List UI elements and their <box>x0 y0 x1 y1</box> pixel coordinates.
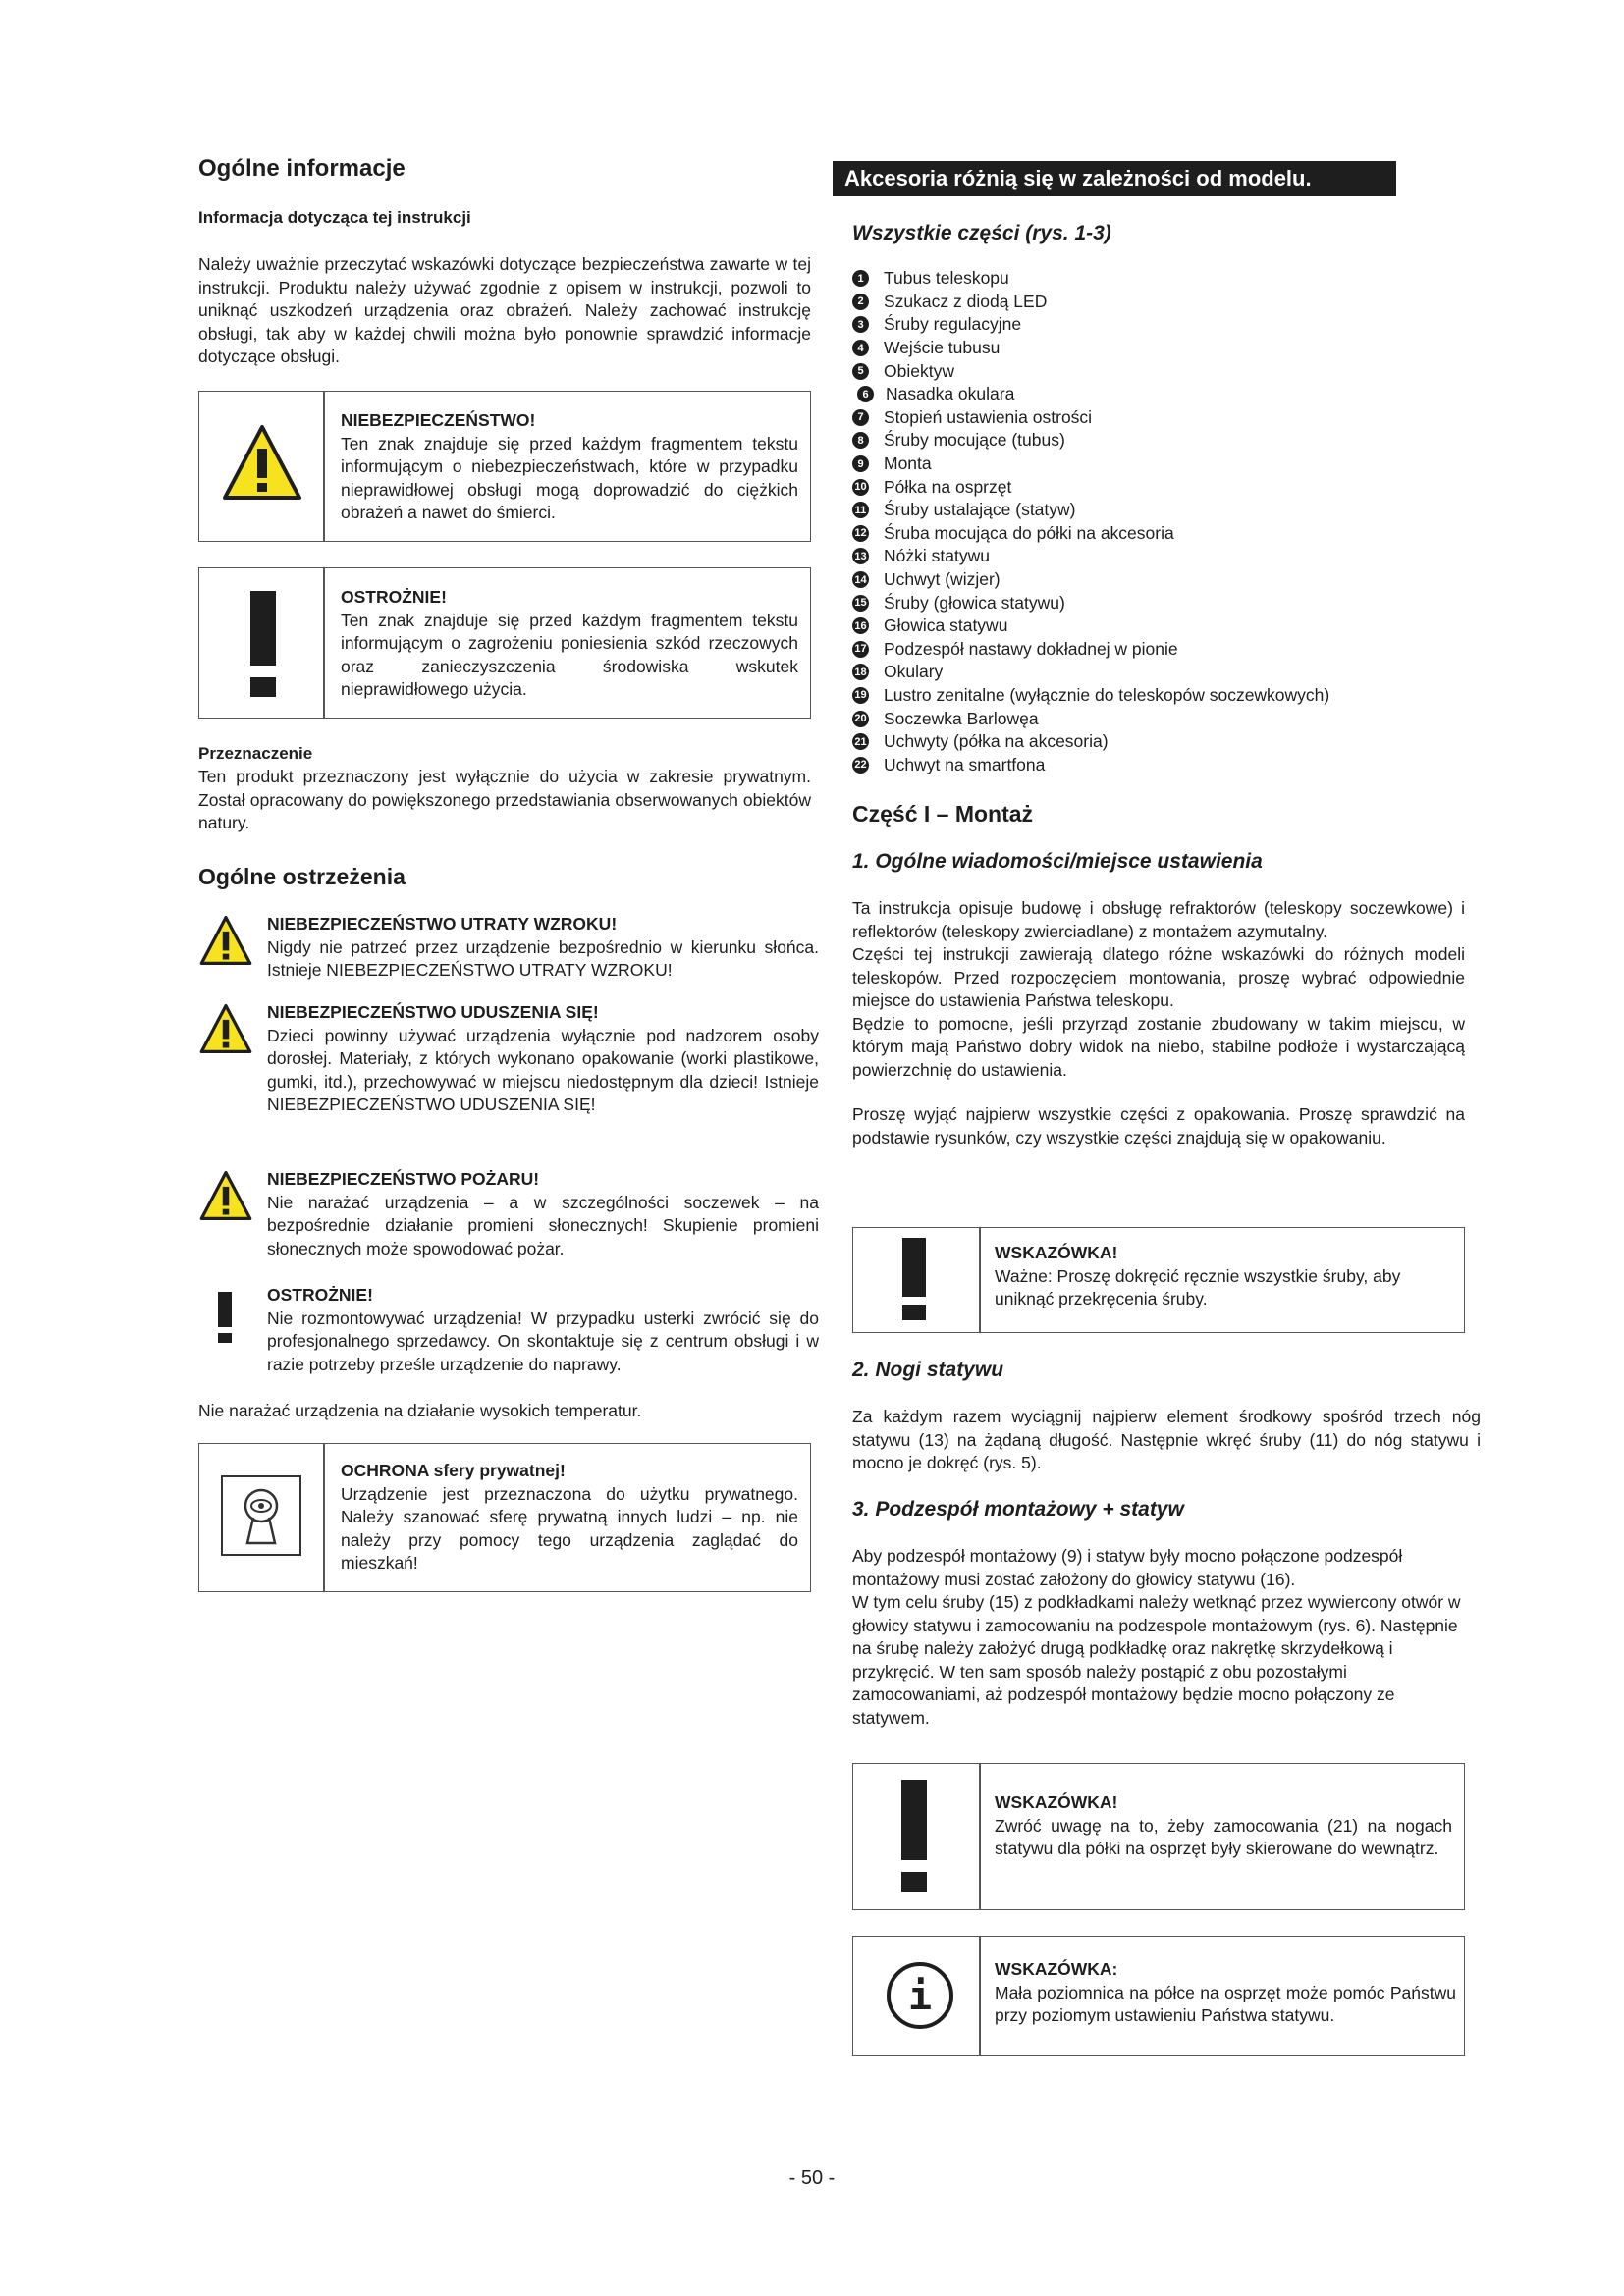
warning-title: NIEBEZPIECZEŃSTWO POŻARU! <box>267 1169 540 1189</box>
warning-triangle-icon <box>198 1170 253 1226</box>
section1-body <box>852 897 1465 1149</box>
warning-blindness <box>198 913 819 983</box>
part-label: Soczewka Barlowęa <box>884 708 1039 728</box>
part-label: Uchwyt (wizjer) <box>884 569 1001 590</box>
part-number: 14 <box>852 571 869 588</box>
part-number: 18 <box>852 664 869 680</box>
hint-text: Mała poziomnica na półce na osprzęt może pomóc Państwu przy poziomym ustawieniu Państwa statywu. <box>995 1982 1456 2025</box>
section1-text: Będzie to pomocne, jeśli przyrząd zostanie zbudowany w takim miejscu, w którym mają Państwo dobry widok na niebo, stabilne podłoże i wystarczającą powierzchnię do ustawienia. <box>852 1013 1465 1080</box>
list-item <box>852 707 1481 730</box>
hint-box-3 <box>852 1936 1465 2056</box>
warnings-title: Ogólne ostrzeżenia <box>198 864 406 889</box>
list-item <box>852 684 1481 708</box>
list-item <box>852 453 1481 476</box>
exclamation-icon <box>893 1778 936 1896</box>
part-number: 2 <box>852 294 869 310</box>
section2-text: Za każdym razem wyciągnij najpierw element środkowy spośród trzech nóg statywu (13) na żądaną długość. Następnie wkręć śruby (11) do nóg statywu i mocno je dokręć (rys. 5). <box>852 1407 1481 1472</box>
part-label: Stopień ustawienia ostrości <box>884 406 1093 427</box>
section2-title: 2. Nogi statywu <box>852 1359 1004 1381</box>
hint-text: Ważne: Proszę dokręcić ręcznie wszystkie śruby, aby uniknąć przekręcenia śruby. <box>995 1265 1401 1308</box>
warning-title: OSTROŻNIE! <box>267 1285 373 1305</box>
list-item <box>852 383 1481 406</box>
parts-list <box>852 267 1481 776</box>
section3-text: W tym celu śruby (15) z podkładkami należy wetknąć przez wywiercony otwór w głowicy statywu i zamocowaniu na podzespole montażowym (rys. 6). Następnie na śrubę należy założyć drugą podkładkę oraz nakrętkę skrzydełkową i przykręcić. W ten sam sposób należy postąpić z obu pozostałymi zamocowaniami, aż podzespół montażowy będzie mocno połączony ze statywem. <box>852 1592 1461 1728</box>
exclamation-icon <box>239 588 288 702</box>
part-number: 13 <box>852 548 869 564</box>
warning-text: Nie narażać urządzenia – a w szczególności soczewek – na bezpośrednie działanie promieni słonecznych! Skupienie promieni słonecznych może spowodować pożar. <box>267 1192 819 1258</box>
list-item <box>852 475 1481 499</box>
part-label: Tubus teleskopu <box>884 268 1009 289</box>
list-item <box>852 359 1481 383</box>
warning-triangle-icon <box>198 915 253 971</box>
section1-text: Proszę wyjąć najpierw wszystkie części z opakowania. Proszę sprawdzić na podstawie rysunków, czy wszystkie części znajdują się w opakowaniu. <box>852 1104 1465 1148</box>
page-number: - 50 - <box>788 2167 836 2189</box>
part-number: 22 <box>852 757 869 774</box>
part1-title: Część I – Montaż <box>852 801 1034 827</box>
warning-text: Nigdy nie patrzeć przez urządzenie bezpośrednio w kierunku słońca. Istnieje NIEBEZPIECZEŃSTWO UTRATY WZROKU! <box>267 936 819 980</box>
list-item <box>852 614 1481 638</box>
list-item <box>852 406 1481 430</box>
danger-text: Ten znak znajduje się przed każdym fragmentem tekstu informującym o niebezpieczeństwach, które w przypadku nieprawidłowej obsługi mogą doprowadzić do ciężkich obrażeń a nawet do śmierci. <box>341 433 798 522</box>
page-title: Ogólne informacje <box>198 155 406 182</box>
part-number: 15 <box>852 595 869 612</box>
part-number: 19 <box>852 687 869 704</box>
list-item <box>852 568 1481 592</box>
part-label: Nóżki statywu <box>884 546 990 566</box>
list-item <box>852 522 1481 546</box>
part-label: Śruba mocująca do półki na akcesoria <box>884 522 1174 543</box>
danger-title: NIEBEZPIECZEŃSTWO! <box>341 410 536 430</box>
part-number: 8 <box>852 432 869 449</box>
caution-title: OSTROŻNIE! <box>341 587 447 607</box>
list-item <box>852 313 1481 337</box>
warning-suffocation <box>198 1001 819 1117</box>
accessories-banner: Akcesoria różnią się w zależności od modelu. <box>833 161 1396 196</box>
part-label: Obiektyw <box>884 360 954 381</box>
caution-text: Ten znak znajduje się przed każdym fragmentem tekstu informującym o zagrożeniu poniesienia szkód rzeczowych oraz zanieczyszczenia środowiska wskutek nieprawidłowego użycia. <box>341 610 798 699</box>
part-label: Śruby (głowica statywu) <box>884 592 1065 613</box>
part-label: Podzespół nastawy dokładnej w pionie <box>884 638 1178 659</box>
part-number: 1 <box>852 270 869 287</box>
section1-text: Części tej instrukcji zawierają dlatego różne wskazówki do różnych modeli teleskopów. Przed rozpoczęciem montowania, proszę wybrać odpowiednie miejsce do ustawienia Państwa teleskopu. <box>852 944 1465 1010</box>
hint-title: WSKAZÓWKA! <box>995 1792 1118 1812</box>
part-number: 16 <box>852 617 869 634</box>
list-item <box>852 753 1481 776</box>
privacy-text: Urządzenie jest przeznaczona do użytku prywatnego. Należy szanować sferę prywatną innych ludzi – np. nie należy przy pomocy tego urządzenia zaglądać do mieszkań! <box>341 1483 798 1573</box>
purpose-text: Ten produkt przeznaczony jest wyłącznie do użycia w zakresie prywatnym. Został opracowany do powiększonego przedstawiania obserwowanych obiektów natury. <box>198 767 811 832</box>
section3-text: Aby podzespół montażowy (9) i statyw były mocno połączone podzespół montażowy musi zostać założony do głowicy statywu (16). <box>852 1546 1403 1589</box>
svg-text:i: i <box>907 1974 933 2019</box>
exclamation-icon <box>894 1236 934 1324</box>
list-item <box>852 730 1481 754</box>
hint-box-1 <box>852 1227 1465 1333</box>
warning-fire <box>198 1168 819 1260</box>
part-label: Lustro zenitalne (wyłącznie do teleskopów soczewkowych) <box>884 684 1330 705</box>
part-number: 17 <box>852 641 869 658</box>
section3-title: 3. Podzespół montażowy + statyw <box>852 1498 1184 1521</box>
list-item <box>852 545 1481 568</box>
exclamation-icon <box>218 1292 232 1348</box>
section1-text: Ta instrukcja opisuje budowę i obsługę refraktorów (teleskopy soczewkowe) i reflektorów (teleskopy zwierciadlane) z montażem azymutalny. <box>852 898 1465 941</box>
part-number: 5 <box>852 363 869 380</box>
purpose-title: Przeznaczenie <box>198 744 313 763</box>
part-label: Śruby ustalające (statyw) <box>884 500 1076 520</box>
list-item <box>852 291 1481 314</box>
list-item <box>852 337 1481 360</box>
part-label: Monta <box>884 454 932 474</box>
hint-title: WSKAZÓWKA! <box>995 1243 1118 1262</box>
part-number: 21 <box>852 733 869 750</box>
part-label: Uchwyty (półka na akcesoria) <box>884 731 1109 752</box>
section3-body <box>852 1545 1465 1730</box>
part-label: Uchwyt na smartfona <box>884 754 1046 774</box>
privacy-box <box>198 1443 811 1592</box>
list-item <box>852 638 1481 662</box>
part-label: Głowica statywu <box>884 615 1008 636</box>
part-number: 12 <box>852 525 869 542</box>
intro-paragraph: Należy uważnie przeczytać wskazówki dotyczące bezpieczeństwa zawarte w tej instrukcji. Produktu należy używać zgodnie z opisem w instrukcji, pozwoli to uniknąć uszkodzeń urządzenia oraz obrażeń. Należy zachować instrukcję obsługi, tak aby w każdej chwili można było ponownie sprawdzić informacje dotyczące obsługi. <box>198 254 811 366</box>
temperature-note: Nie narażać urządzenia na działanie wysokich temperatur. <box>198 1401 642 1420</box>
section-subtitle: Informacja dotycząca tej instrukcji <box>198 208 471 227</box>
warning-title: NIEBEZPIECZEŃSTWO UDUSZENIA SIĘ! <box>267 1002 599 1022</box>
part-number: 3 <box>852 316 869 333</box>
part-label: Półka na osprzęt <box>884 476 1012 497</box>
warning-triangle-icon <box>198 1003 253 1059</box>
part-number: 9 <box>852 455 869 472</box>
privacy-title: OCHRONA sfery prywatnej! <box>341 1461 566 1480</box>
hint-text: Zwróć uwagę na to, żeby zamocowania (21) na nogach statywu dla półki na osprzęt były skierowane do wewnątrz. <box>995 1815 1452 1858</box>
part-number: 20 <box>852 711 869 727</box>
part-number: 4 <box>852 340 869 356</box>
list-item <box>852 267 1481 291</box>
list-item <box>852 499 1481 522</box>
list-item <box>852 661 1481 684</box>
part-label: Okulary <box>884 662 944 682</box>
part-number: 11 <box>852 502 869 518</box>
keyhole-eye-icon <box>217 1471 305 1560</box>
part-label: Wejście tubusu <box>884 338 1001 358</box>
part-label: Śruby mocujące (tubus) <box>884 430 1065 451</box>
part-number: 6 <box>857 386 874 402</box>
warning-caution <box>198 1284 819 1376</box>
warning-title: NIEBEZPIECZEŃSTWO UTRATY WZROKU! <box>267 914 618 934</box>
info-icon <box>881 1952 959 2039</box>
warning-text: Nie rozmontowywać urządzenia! W przypadku usterki zwrócić się do profesjonalnego sprzedawcy. On skontaktuje się z centrum obsługi i w razie potrzeby prześle urządzenie do naprawy. <box>267 1308 819 1374</box>
hint-box-2 <box>852 1763 1465 1910</box>
parts-title: Wszystkie części (rys. 1-3) <box>852 222 1111 244</box>
warning-text: Dzieci powinny używać urządzenia wyłącznie pod nadzorem osoby dorosłej. Materiały, z których wykonano opakowanie (worki plastikowe, gumki, itd.), przechowywać w miejscu niedostępnym dla dzieci! Istnieje NIEBEZPIECZEŃSTWO UDUSZENIA SIĘ! <box>267 1025 819 1114</box>
caution-box <box>198 567 811 719</box>
part-label: Szukacz z diodą LED <box>884 291 1048 311</box>
list-item <box>852 591 1481 614</box>
part-label: Nasadka okulara <box>886 384 1015 404</box>
part-number: 10 <box>852 479 869 496</box>
part-number: 7 <box>852 409 869 426</box>
section1-title: 1. Ogólne wiadomości/miejsce ustawienia <box>852 850 1263 873</box>
list-item <box>852 429 1481 453</box>
part-label: Śruby regulacyjne <box>884 314 1022 335</box>
hint-title: WSKAZÓWKA: <box>995 1959 1118 1979</box>
danger-box <box>198 391 811 542</box>
warning-triangle-icon <box>219 421 305 504</box>
